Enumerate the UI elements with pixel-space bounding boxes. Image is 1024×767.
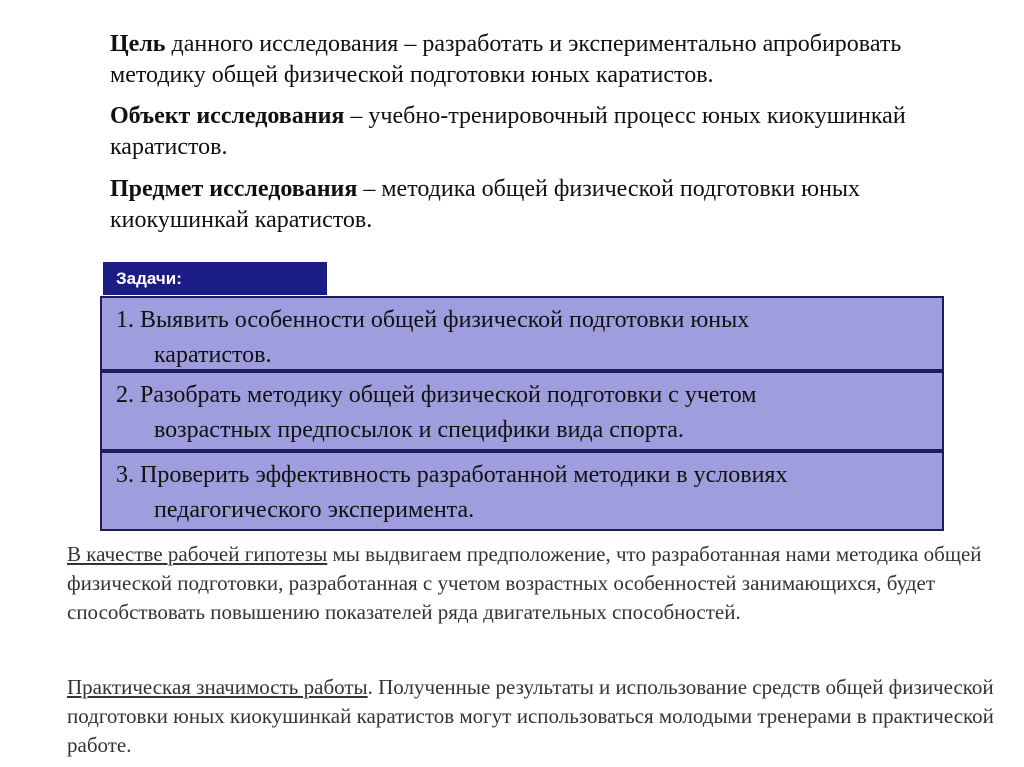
significance-text: . Полученные результаты и использование средств общей физической подготовки юных киокушинкай каратистов могут использоваться молодыми тренерами в практической работе. bbox=[67, 675, 994, 757]
significance-label: Практическая значимость работы bbox=[67, 675, 368, 699]
task-line-1: 1. Выявить особенности общей физической подготовки юных bbox=[116, 307, 750, 333]
research-goal bbox=[110, 29, 1000, 91]
task-line-1: 2. Разобрать методику общей физической подготовки с учетом bbox=[116, 382, 757, 408]
task-item bbox=[100, 371, 944, 451]
task-line-1: 3. Проверить эффективность разработанной методики в условиях bbox=[116, 462, 788, 488]
hypothesis-paragraph bbox=[67, 540, 1012, 627]
object-label: Объект исследования bbox=[110, 103, 345, 129]
significance-paragraph bbox=[67, 673, 1012, 760]
task-item bbox=[100, 296, 944, 371]
subject-text: – методика общей физической подготовки юных киокушинкай каратистов. bbox=[110, 176, 861, 233]
hypothesis-text: мы выдвигаем предположение, что разработанная нами методика общей физической подготовки, разработанная с учетом возрастных особенностей занимающихся, будет способствовать повышению показателей ряда двигательных способностей. bbox=[67, 542, 982, 624]
research-subject bbox=[110, 174, 970, 236]
task-line-2: педагогического эксперимента. bbox=[154, 497, 475, 523]
tasks-header: Задачи: bbox=[103, 262, 327, 295]
goal-label: Цель bbox=[110, 31, 166, 57]
goal-text: данного исследования – разработать и экспериментально апробировать методику общей физической подготовки юных каратистов. bbox=[110, 31, 902, 88]
task-item bbox=[100, 451, 944, 531]
task-line-2: каратистов. bbox=[154, 342, 272, 368]
subject-label: Предмет исследования bbox=[110, 176, 358, 202]
hypothesis-label: В качестве рабочей гипотезы bbox=[67, 542, 328, 566]
task-line-2: возрастных предпосылок и специфики вида спорта. bbox=[154, 417, 684, 443]
research-object bbox=[110, 101, 910, 163]
object-text: – учебно-тренировочный процесс юных киокушинкай каратистов. bbox=[110, 103, 906, 160]
